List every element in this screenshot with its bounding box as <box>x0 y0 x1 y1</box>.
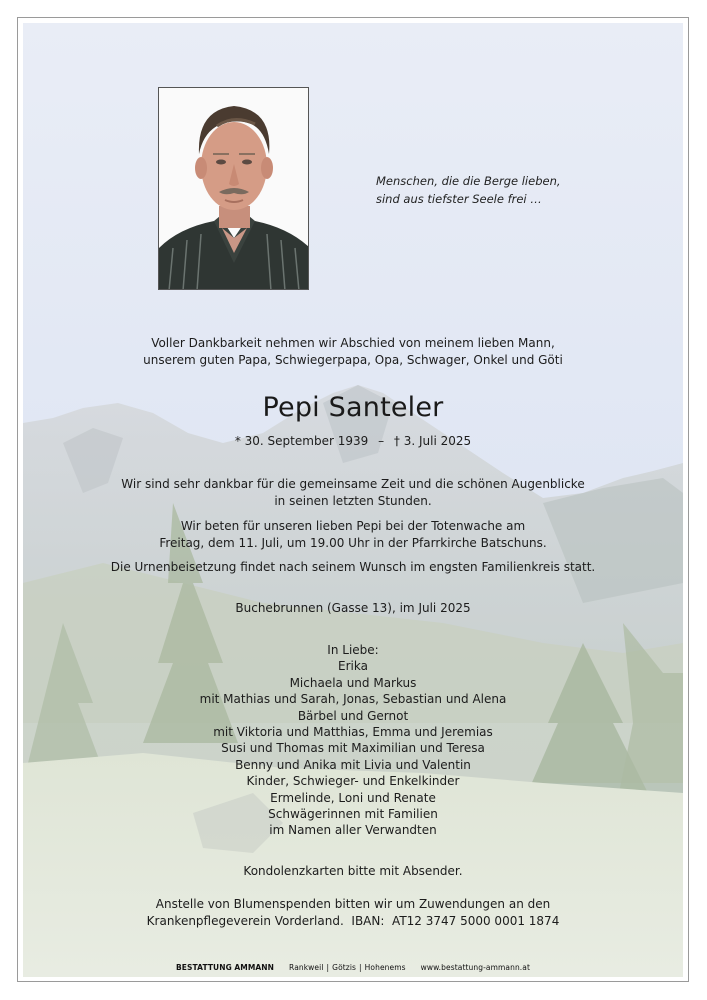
mourners-heading: In Liebe: <box>327 643 379 657</box>
location: Rankweil <box>289 963 324 972</box>
location: Hohenems <box>364 963 406 972</box>
quote-line-2: sind aus tiefster Seele frei … <box>376 192 542 206</box>
mourner-line: Ermelinde, Loni und Renate <box>270 790 436 805</box>
intro-line-1: Voller Dankbarkeit nehmen wir Abschied von meinem lieben Mann, <box>151 336 555 350</box>
death-date: † 3. Juli 2025 <box>393 434 472 448</box>
portrait-photo <box>158 87 309 290</box>
mourner-line: Kinder, Schwieger- und Enkelkinder <box>246 774 460 789</box>
donation-text <box>23 896 683 930</box>
quote-line-1: Menschen, die die Berge lieben, <box>376 174 561 188</box>
deceased-name: Pepi Santeler <box>262 392 444 423</box>
condolence-note: Kondolenzkarten bitte mit Absender. <box>243 864 463 878</box>
mourners-list <box>23 642 683 839</box>
quote <box>376 172 596 208</box>
wake-text <box>23 518 683 552</box>
gratitude-line-1: Wir sind sehr dankbar für die gemeinsame Zeit und die schönen Augenblicke <box>121 477 585 491</box>
company-name: AMMANN <box>234 963 275 972</box>
gratitude-line-2: in seinen letzten Stunden. <box>274 494 432 508</box>
mourner-line: Schwägerinnen mit Familien <box>268 807 438 822</box>
website-link[interactable]: www.bestattung-ammann.at <box>420 963 531 972</box>
gratitude-text <box>23 476 683 510</box>
life-dates <box>23 433 683 450</box>
mourner-line: Susi und Thomas mit Maximilian und Teresa <box>221 741 485 756</box>
birth-date: * 30. September 1939 <box>234 434 369 448</box>
mourner-line: Benny und Anika mit Livia und Valentin <box>235 757 471 772</box>
mourner-line: Michaela und Markus <box>289 675 417 690</box>
date-separator: – <box>378 434 385 448</box>
donation-line-2: Krankenpflegeverein Vorderland. IBAN: AT12 3747 5000 0001 1874 <box>146 914 560 928</box>
burial-text: Die Urnenbeisetzung findet nach seinem Wunsch im engsten Familienkreis statt. <box>110 560 596 574</box>
wake-line-1: Wir beten für unseren lieben Pepi bei der Totenwache am <box>180 519 526 533</box>
footer: BESTATTUNG AMMANN Rankweil | Götzis | Hohenems www.bestattung-ammann.at <box>175 963 531 972</box>
mourner-line: mit Viktoria und Matthias, Emma und Jeremias <box>213 725 493 740</box>
location: Götzis <box>332 963 357 972</box>
mourner-line: Erika <box>338 659 368 674</box>
portrait-image <box>159 88 309 290</box>
mourner-line: mit Mathias und Sarah, Jonas, Sebastian und Alena <box>199 692 507 707</box>
donation-line-1: Anstelle von Blumenspenden bitten wir um Zuwendungen an den <box>155 897 551 911</box>
intro-line-2: unserem guten Papa, Schwiegerpapa, Opa, Schwager, Onkel und Göti <box>143 353 563 367</box>
mourner-line: im Namen aller Verwandten <box>269 823 437 838</box>
company-prefix: BESTATTUNG <box>175 963 232 972</box>
intro-text <box>23 335 683 369</box>
place-date: Buchebrunnen (Gasse 13), im Juli 2025 <box>235 601 471 615</box>
wake-line-2: Freitag, dem 11. Juli, um 19.00 Uhr in der Pfarrkirche Batschuns. <box>159 536 547 550</box>
mourner-line: Bärbel und Gernot <box>297 708 409 723</box>
